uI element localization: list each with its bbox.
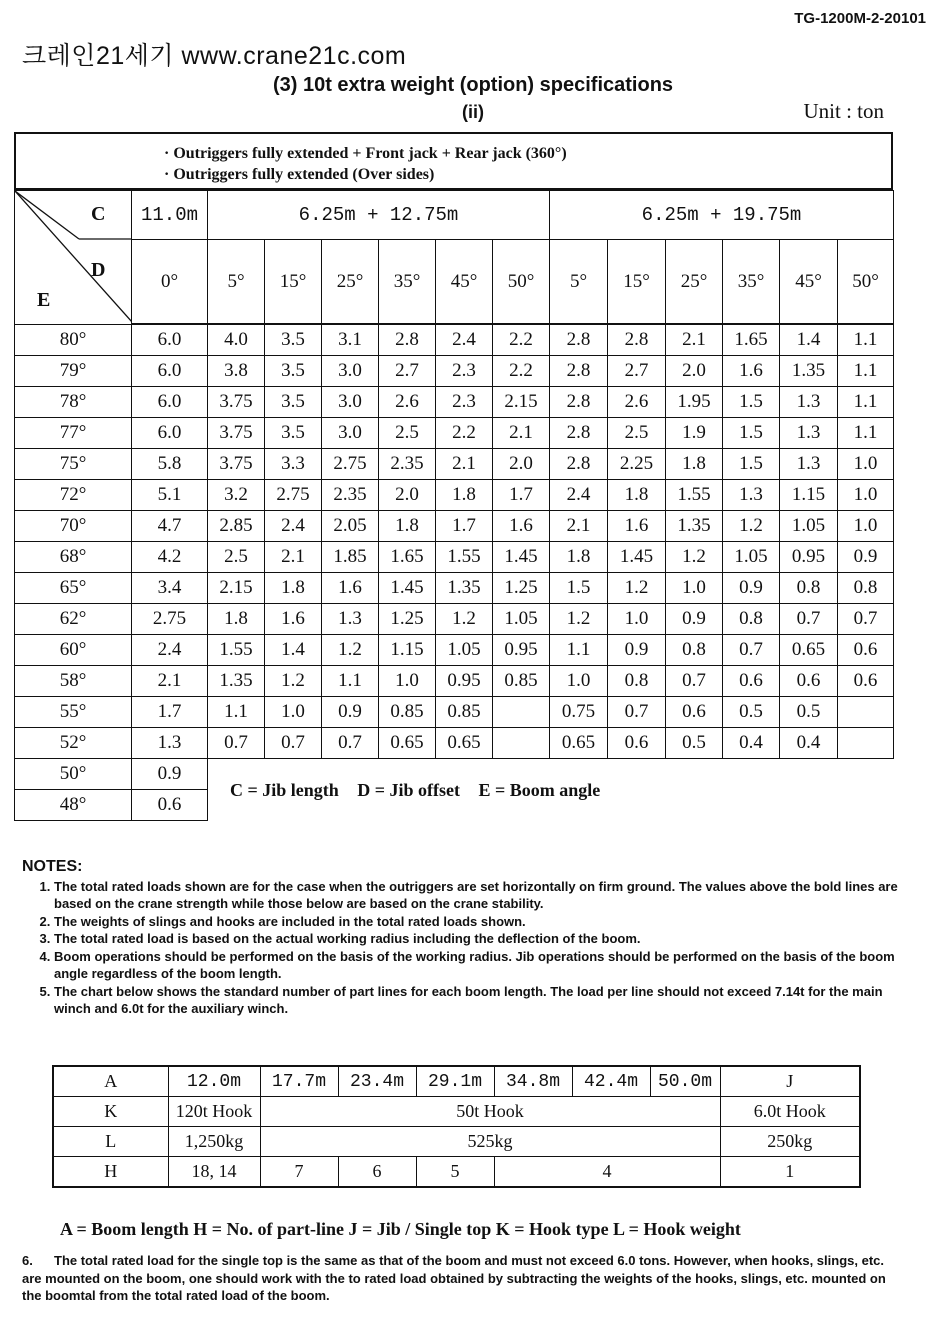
boom-angle-cell: 75°: [15, 449, 132, 480]
rated-load-cell: 1.6: [493, 511, 550, 542]
hook-weight-cell: 525kg: [260, 1127, 720, 1157]
rated-load-cell: 0.6: [666, 697, 723, 728]
rated-load-cell: 1.7: [493, 480, 550, 511]
jib-length-header: 11.0m: [132, 191, 208, 240]
jib-offset-header: 25°: [666, 240, 723, 325]
rated-load-cell: 1.1: [838, 418, 894, 449]
rated-load-cell: 1.05: [493, 604, 550, 635]
rated-load-cell: 1.0: [666, 573, 723, 604]
rated-load-cell: 1.0: [838, 511, 894, 542]
boom-angle-cell: 68°: [15, 542, 132, 573]
rated-load-cell: 1.0: [838, 449, 894, 480]
rated-load-cell: 1.35: [780, 356, 838, 387]
rated-load-cell: 1.05: [723, 542, 780, 573]
conditions-box: [14, 132, 893, 190]
rated-load-cell: 1.6: [723, 356, 780, 387]
rated-load-cell: 2.35: [379, 449, 436, 480]
rated-load-cell: 1.5: [550, 573, 608, 604]
jib-offset-header: 35°: [723, 240, 780, 325]
part-line-cell: 4: [494, 1157, 720, 1188]
rated-load-cell: 1.3: [780, 449, 838, 480]
table-row: [15, 511, 894, 542]
rated-load-cell: 0.5: [666, 728, 723, 759]
rated-load-cell: 2.4: [436, 324, 493, 356]
rated-load-cell: 4.2: [132, 542, 208, 573]
rated-load-cell: 2.1: [550, 511, 608, 542]
rated-load-cell: 4.0: [208, 324, 265, 356]
rated-load-cell: 0.7: [780, 604, 838, 635]
boom-angle-cell: 55°: [15, 697, 132, 728]
rated-load-cell: 1.35: [208, 666, 265, 697]
part-line-cell: 1: [720, 1157, 860, 1188]
rated-load-cell: [838, 697, 894, 728]
rated-load-cell: 2.0: [666, 356, 723, 387]
rated-load-cell: 2.75: [322, 449, 379, 480]
corner-label-e: E: [37, 289, 51, 311]
rated-load-cell: 1.3: [322, 604, 379, 635]
part-table-legend: A = Boom length H = No. of part-line J = Jib / Single top K = Hook type L = Hook weight: [60, 1219, 741, 1239]
rated-load-cell: 2.5: [608, 418, 666, 449]
rated-load-cell: 1.3: [780, 387, 838, 418]
rated-load-cell: 1.6: [608, 511, 666, 542]
rated-load-cell: 0.65: [550, 728, 608, 759]
rated-load-cell: 0.6: [608, 728, 666, 759]
rated-load-cell: 0.65: [780, 635, 838, 666]
note-six: [22, 1252, 902, 1305]
corner-diagonals: [15, 191, 132, 322]
rated-load-cell: 0.6: [780, 666, 838, 697]
rated-load-cell: 1.65: [379, 542, 436, 573]
rated-load-cell: 0.7: [265, 728, 322, 759]
jib-length-header: 6.25m + 19.75m: [550, 191, 894, 240]
rated-load-cell: 2.0: [493, 449, 550, 480]
rated-load-cell: 1.35: [666, 511, 723, 542]
rated-load-cell: 0.9: [608, 635, 666, 666]
rated-load-cell: 0.7: [666, 666, 723, 697]
rated-load-cell: 0.5: [780, 697, 838, 728]
table-row: [15, 324, 894, 356]
rated-load-cell: 2.4: [132, 635, 208, 666]
rated-load-cell: 1.2: [550, 604, 608, 635]
page-subtitle: (ii): [462, 102, 484, 122]
rated-load-cell: 6.0: [132, 387, 208, 418]
rated-load-cell: 1.6: [322, 573, 379, 604]
jib-offset-header: 35°: [379, 240, 436, 325]
rated-load-cell: 2.1: [493, 418, 550, 449]
rated-load-cell: 1.1: [322, 666, 379, 697]
rated-load-cell: 0.9: [838, 542, 894, 573]
rated-load-cell: 1.0: [608, 604, 666, 635]
boom-angle-cell: 77°: [15, 418, 132, 449]
hook-type-cell: 50t Hook: [260, 1097, 720, 1127]
rated-load-cell: 1.55: [436, 542, 493, 573]
hook-weight-cell: 1,250kg: [168, 1127, 260, 1157]
rated-load-cell: 2.6: [608, 387, 666, 418]
boom-angle-cell: 52°: [15, 728, 132, 759]
row-label-k: K: [53, 1097, 168, 1127]
rated-load-cell: 0.95: [493, 635, 550, 666]
rated-load-cell: 2.4: [550, 480, 608, 511]
rated-load-cell: 2.1: [436, 449, 493, 480]
rated-load-cell: 6.0: [132, 356, 208, 387]
rated-load-cell: 2.25: [608, 449, 666, 480]
rated-load-cell: 1.8: [208, 604, 265, 635]
rated-load-cell: 1.55: [666, 480, 723, 511]
rated-load-cell: 2.1: [265, 542, 322, 573]
rated-load-cell: 5.8: [132, 449, 208, 480]
rated-load-cell: 0.7: [208, 728, 265, 759]
document-code: TG-1200M-2-20101: [794, 10, 926, 27]
rated-load-cell: 2.7: [379, 356, 436, 387]
rated-load-cell: 1.3: [132, 728, 208, 759]
rated-load-cell: 0.8: [780, 573, 838, 604]
jib-offset-header: 0°: [132, 240, 208, 325]
rated-load-cell: 2.75: [265, 480, 322, 511]
legend-item: E = Boom angle: [478, 780, 601, 800]
table-row: [15, 418, 894, 449]
rated-load-cell: 1.65: [723, 324, 780, 356]
note-item: 2. The weights of slings and hooks are included in the total rated loads shown.: [54, 913, 902, 931]
table-row: [15, 387, 894, 418]
rated-load-cell: 1.45: [608, 542, 666, 573]
rated-load-cell: 1.0: [838, 480, 894, 511]
rated-load-cell: 0.9: [723, 573, 780, 604]
table-row: [15, 356, 894, 387]
rated-load-cell: 2.1: [666, 324, 723, 356]
rated-load-cell: 1.0: [265, 697, 322, 728]
rated-load-cell: 3.75: [208, 387, 265, 418]
rated-load-cell: 1.15: [780, 480, 838, 511]
boom-angle-cell: 80°: [15, 324, 132, 356]
part-line-cell: 6: [338, 1157, 416, 1188]
rated-load-cell: 0.7: [838, 604, 894, 635]
legend-item: C = Jib length: [230, 780, 339, 800]
rated-load-cell: 1.85: [322, 542, 379, 573]
rated-load-cell: 2.2: [493, 356, 550, 387]
rated-load-cell: 1.3: [723, 480, 780, 511]
jib-offset-header: 15°: [265, 240, 322, 325]
rated-load-cell: 0.8: [666, 635, 723, 666]
rated-load-cell: 2.4: [265, 511, 322, 542]
rated-load-cell: 4.7: [132, 511, 208, 542]
boom-length-cell: 50.0m: [650, 1066, 720, 1097]
rated-load-cell: 3.75: [208, 449, 265, 480]
jib-offset-header: 50°: [838, 240, 894, 325]
rated-load-cell: 1.35: [436, 573, 493, 604]
row-label-h: H: [53, 1157, 168, 1188]
rated-load-cell: 1.4: [265, 635, 322, 666]
hook-type-cell: 6.0t Hook: [720, 1097, 860, 1127]
rated-load-cell: 0.65: [379, 728, 436, 759]
rated-load-cell: 0.8: [608, 666, 666, 697]
boom-angle-cell: 65°: [15, 573, 132, 604]
rated-load-cell: 1.1: [838, 324, 894, 356]
table-legend: [230, 780, 614, 801]
table-row: [15, 666, 894, 697]
row-label-l: L: [53, 1127, 168, 1157]
rated-load-cell: 3.5: [265, 324, 322, 356]
rated-load-cell: 1.1: [838, 387, 894, 418]
rated-load-cell: 1.2: [666, 542, 723, 573]
rated-load-table: [14, 190, 894, 821]
rated-load-cell: [493, 728, 550, 759]
rated-load-cell: 0.9: [666, 604, 723, 635]
rated-load-cell: 1.2: [265, 666, 322, 697]
hook-type-cell: 120t Hook: [168, 1097, 260, 1127]
rated-load-cell: 1.7: [436, 511, 493, 542]
rated-load-cell: 3.5: [265, 387, 322, 418]
note-item: 3. The total rated load is based on the actual working radius including the deflection of the boom.: [54, 930, 902, 948]
note-item: 4. Boom operations should be performed on the basis of the working radius. Jib operations should be performed on the basis of the boom angle regardless of the boom length.: [54, 948, 902, 983]
jib-header-cell: J: [720, 1066, 860, 1097]
rated-load-cell: 1.95: [666, 387, 723, 418]
note-six-text: The total rated load for the single top is the same as that of the boom and must not exceed 6.0 tons. However, when hooks, slings, etc. are mounted on the boom, one should work with the to rated load obtained by subtracting the weights of the hooks, slings, etc. mounted on the boomtal from the total rated load of the boom.: [22, 1253, 886, 1303]
boom-length-cell: 42.4m: [572, 1066, 650, 1097]
rated-load-cell: 1.5: [723, 418, 780, 449]
rated-load-cell: 0.95: [780, 542, 838, 573]
rated-load-cell: 1.2: [322, 635, 379, 666]
rated-load-cell: 1.0: [379, 666, 436, 697]
rated-load-cell: 2.75: [132, 604, 208, 635]
table-row: [15, 449, 894, 480]
rated-load-cell: 1.55: [208, 635, 265, 666]
rated-load-cell: 3.2: [208, 480, 265, 511]
rated-load-cell: 2.8: [550, 449, 608, 480]
boom-length-cell: 12.0m: [168, 1066, 260, 1097]
rated-load-cell: 3.8: [208, 356, 265, 387]
rated-load-cell: 3.4: [132, 573, 208, 604]
rated-load-cell: 0.85: [379, 697, 436, 728]
part-line-table: [52, 1065, 861, 1188]
rated-load-cell: 1.4: [780, 324, 838, 356]
rated-load-cell: 2.05: [322, 511, 379, 542]
corner-label-c: C: [91, 203, 106, 225]
rated-load-cell: 6.0: [132, 324, 208, 356]
part-line-cell: 18, 14: [168, 1157, 260, 1188]
hook-weight-cell: 250kg: [720, 1127, 860, 1157]
rated-load-cell: 3.0: [322, 356, 379, 387]
rated-load-cell: 3.5: [265, 356, 322, 387]
rated-load-cell: 6.0: [132, 418, 208, 449]
table-row: [15, 635, 894, 666]
rated-load-cell: 2.0: [379, 480, 436, 511]
notes-title: NOTES:: [22, 858, 83, 875]
rated-load-cell: 1.3: [780, 418, 838, 449]
rated-load-cell: 0.6: [838, 666, 894, 697]
condition-line: · Outriggers fully extended + Front jack + Rear jack (360°): [164, 145, 567, 162]
rated-load-cell: 1.8: [666, 449, 723, 480]
rated-load-cell: 1.8: [379, 511, 436, 542]
rated-load-cell: 3.75: [208, 418, 265, 449]
rated-load-cell: 1.2: [436, 604, 493, 635]
rated-load-cell: 2.8: [550, 387, 608, 418]
rated-load-cell: 1.05: [780, 511, 838, 542]
rated-load-cell: 0.6: [132, 790, 208, 821]
rated-load-cell: 1.1: [550, 635, 608, 666]
jib-offset-header: 5°: [550, 240, 608, 325]
rated-load-cell: 0.4: [780, 728, 838, 759]
table-row: [15, 480, 894, 511]
rated-load-cell: 1.25: [493, 573, 550, 604]
table-row: [15, 542, 894, 573]
jib-offset-header: 45°: [780, 240, 838, 325]
rated-load-cell: 2.5: [208, 542, 265, 573]
rated-load-cell: [493, 697, 550, 728]
rated-load-cell: 1.9: [666, 418, 723, 449]
rated-load-cell: 3.3: [265, 449, 322, 480]
rated-load-cell: 0.75: [550, 697, 608, 728]
rated-load-cell: 1.15: [379, 635, 436, 666]
rated-load-cell: 5.1: [132, 480, 208, 511]
corner-label-d: D: [91, 259, 106, 281]
table-corner-cell: [15, 191, 132, 325]
boom-angle-cell: 48°: [15, 790, 132, 821]
boom-angle-cell: 50°: [15, 759, 132, 790]
rated-load-cell: 2.8: [550, 356, 608, 387]
rated-load-cell: 1.8: [436, 480, 493, 511]
rated-load-cell: 1.8: [265, 573, 322, 604]
rated-load-cell: 2.8: [379, 324, 436, 356]
rated-load-cell: 2.7: [608, 356, 666, 387]
table-row: [15, 697, 894, 728]
rated-load-cell: 0.65: [436, 728, 493, 759]
rated-load-cell: 2.35: [322, 480, 379, 511]
rated-load-cell: 1.8: [608, 480, 666, 511]
rated-load-cell: 2.2: [436, 418, 493, 449]
rated-load-cell: 1.6: [265, 604, 322, 635]
rated-load-cell: 2.8: [550, 418, 608, 449]
boom-length-cell: 34.8m: [494, 1066, 572, 1097]
boom-angle-cell: 72°: [15, 480, 132, 511]
rated-load-cell: 3.5: [265, 418, 322, 449]
part-line-cell: 5: [416, 1157, 494, 1188]
boom-angle-cell: 60°: [15, 635, 132, 666]
rated-load-cell: 3.0: [322, 387, 379, 418]
notes-section: [22, 858, 902, 1018]
rated-load-cell: 1.25: [379, 604, 436, 635]
boom-length-cell: 23.4m: [338, 1066, 416, 1097]
rated-load-cell: 0.8: [838, 573, 894, 604]
rated-load-cell: 1.45: [493, 542, 550, 573]
rated-load-cell: 0.85: [493, 666, 550, 697]
rated-load-cell: 0.9: [132, 759, 208, 790]
jib-length-header: 6.25m + 12.75m: [208, 191, 550, 240]
note-item: 5. The chart below shows the standard number of part lines for each boom length. The load per line should not exceed 7.14t for the main winch and 6.0t for the auxiliary winch.: [54, 983, 902, 1018]
rated-load-cell: 0.85: [436, 697, 493, 728]
rated-load-cell: 1.7: [132, 697, 208, 728]
page-title: (3) 10t extra weight (option) specifications: [272, 74, 674, 96]
rated-load-cell: 0.4: [723, 728, 780, 759]
rated-load-cell: 0.7: [608, 697, 666, 728]
boom-angle-cell: 70°: [15, 511, 132, 542]
unit-label: Unit : ton: [803, 99, 884, 123]
jib-offset-header: 50°: [493, 240, 550, 325]
rated-load-cell: 2.6: [379, 387, 436, 418]
jib-offset-header: 45°: [436, 240, 493, 325]
note-item: 1. The total rated loads shown are for the case when the outriggers are set horizontally on firm ground. The values above the bold lines are based on the crane strength while those below are based on the crane stability.: [54, 878, 902, 913]
rated-load-cell: 2.3: [436, 387, 493, 418]
rated-load-cell: 0.95: [436, 666, 493, 697]
rated-load-cell: 2.1: [132, 666, 208, 697]
rated-load-cell: 1.0: [550, 666, 608, 697]
rated-load-cell: 0.6: [723, 666, 780, 697]
rated-load-cell: 0.6: [838, 635, 894, 666]
rated-load-cell: 0.7: [322, 728, 379, 759]
rated-load-cell: 2.5: [379, 418, 436, 449]
boom-length-cell: 17.7m: [260, 1066, 338, 1097]
jib-offset-header: 5°: [208, 240, 265, 325]
jib-offset-header: 25°: [322, 240, 379, 325]
note-six-number: 6.: [22, 1253, 33, 1268]
rated-load-cell: 2.8: [608, 324, 666, 356]
rated-load-cell: 3.0: [322, 418, 379, 449]
rated-load-cell: 2.85: [208, 511, 265, 542]
rated-load-cell: 0.8: [723, 604, 780, 635]
rated-load-cell: 0.5: [723, 697, 780, 728]
rated-load-cell: 1.5: [723, 387, 780, 418]
condition-line: · Outriggers fully extended (Over sides): [164, 166, 435, 183]
rated-load-cell: [838, 728, 894, 759]
boom-length-cell: 29.1m: [416, 1066, 494, 1097]
brand-watermark: 크레인21세기 www.crane21c.com: [22, 42, 407, 70]
rated-load-cell: 1.2: [608, 573, 666, 604]
boom-angle-cell: 79°: [15, 356, 132, 387]
table-row: [15, 573, 894, 604]
jib-offset-header: 15°: [608, 240, 666, 325]
table-row: [15, 604, 894, 635]
rated-load-cell: 1.8: [550, 542, 608, 573]
rated-load-cell: 2.2: [493, 324, 550, 356]
rated-load-cell: 2.15: [208, 573, 265, 604]
part-line-cell: 7: [260, 1157, 338, 1188]
boom-angle-cell: 58°: [15, 666, 132, 697]
rated-load-cell: 1.2: [723, 511, 780, 542]
rated-load-cell: 1.1: [838, 356, 894, 387]
rated-load-cell: 1.05: [436, 635, 493, 666]
row-label-a: A: [53, 1066, 168, 1097]
rated-load-cell: 0.9: [322, 697, 379, 728]
legend-item: D = Jib offset: [357, 780, 461, 800]
rated-load-cell: 3.1: [322, 324, 379, 356]
rated-load-cell: 2.3: [436, 356, 493, 387]
rated-load-cell: 0.7: [723, 635, 780, 666]
rated-load-cell: 1.1: [208, 697, 265, 728]
rated-load-cell: 2.8: [550, 324, 608, 356]
table-row: [15, 728, 894, 759]
boom-angle-cell: 62°: [15, 604, 132, 635]
rated-load-cell: 1.5: [723, 449, 780, 480]
rated-load-cell: 1.45: [379, 573, 436, 604]
boom-angle-cell: 78°: [15, 387, 132, 418]
rated-load-cell: 2.15: [493, 387, 550, 418]
